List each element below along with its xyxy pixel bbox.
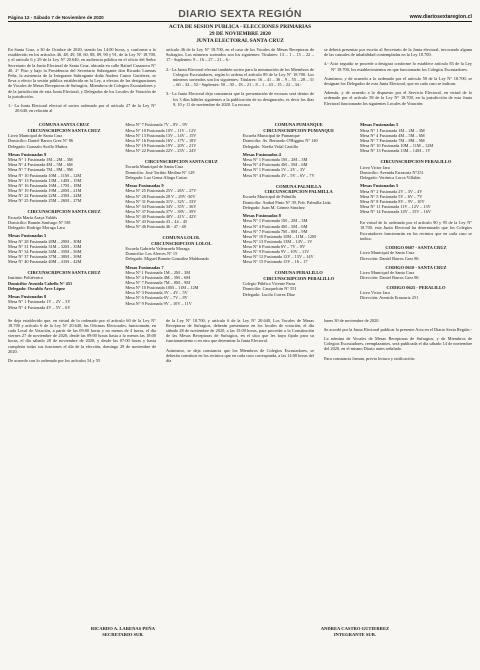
mesa-row: Mesa N° 25 Fusionada 25V – 26V – 27V: [125, 188, 197, 194]
venue-address: Domicilio: Avenida Errazuriz N°251: [359, 169, 424, 175]
mesa-row: Mesa N° 37 Fusionada 37M – 38M – 39M: [8, 253, 82, 259]
signature: [91, 626, 155, 637]
venue-address: Domicilio: Los Alerces N° 15: [125, 251, 178, 257]
mesa-row: Mesa N° 4 Fusionada 4V – 5V – 6V – 7V: [242, 172, 315, 178]
venue-delegate: Delegado: Gonzalo Avello Muñoz: [8, 143, 68, 149]
listing-column: [8, 122, 120, 309]
venue-delegate: Delegado: Juan M. Gómez Sánchez: [242, 204, 305, 210]
mesas-label: Mesas Fusionadas 5: [359, 183, 399, 189]
mesa-row: Mesa N° 46 Fusionada 46 - 47 - 48: [125, 224, 186, 230]
text-column: [166, 318, 314, 368]
venue-address: Domicilio: Ramón Sanfurgo N° 581: [8, 219, 71, 225]
masthead: [8, 6, 472, 22]
venue-name: Instituto Politécnico: [8, 275, 44, 281]
mesa-row: Mesa N° 9 Fusionada 9V – 10V – 11V: [242, 249, 310, 255]
mesa-row: Mesa N° 4 Fusionada 4M – 5M – 6M: [8, 162, 73, 168]
section-title: COMUNA LOLOL: [162, 235, 201, 241]
venue-address: Dirección: Daniel Barros Grez 86: [359, 275, 419, 281]
venue-delegate: Delegado: Osvaldo Arce López: [8, 285, 65, 291]
mesa-row: Mesa N° 1 Fusionada 1M – 2M – 3M: [125, 270, 191, 275]
mesa-list: [243, 218, 355, 264]
mesa-row: Mesa N° 34 Fusionada 34M – 35M – 36M: [8, 248, 82, 254]
mesa-row: Mesa N° 13 Fusionada 13V – 14V – 15V: [125, 132, 197, 138]
mesa-list: [8, 299, 120, 309]
mesa-row: Mesa N° 40 Fusionada 40M – 41M – 42M: [8, 258, 82, 264]
venue-name: Escuela Gabriela Valenzuela Moraga: [125, 245, 190, 251]
paragraph: En Santa Cruz, a 30 de Octubre de 2020, siendo las 14:00 horas, y conforme a lo establecido en los artículos 46, 48, 49, 58, 60, 88, 89, 90 y 91, de la Ley N° 18.700, y el artículo 6 y 29 de la Ley N° 20.640, en audiencia pública en el oficio del Señor Secretario de la Junta Electoral de Santa Cruz, ubicada en calle Rafael Casanova N° 40, 2° Piso y bajo la Presidencia del Secretario Subrogante don Ricardo Larenas Peña, la asistencia de la Integrante Subrogante doña Andrea Castro Gutiérrez, se lleva a efecto la sesión pública establecida en la Ley, a efectos de las designaciones de Vocales de Mesas Receptoras de Sufragios, Miembros de Colegios Escrutadores y de la jurisdicción de esta Junta Electoral, y Delegados de los Locales de Votación de la jurisdicción.: [8, 47, 156, 99]
section-title: CIRCUNSCRIPCION SANTA CRUZ: [144, 159, 218, 164]
venue-delegate: Delegado: Noelia Vidal Castillo: [242, 143, 299, 149]
mesa-row: Mesa N° 1 Fusionada 1M – 2M – 3M: [242, 218, 308, 224]
mesa-row: Mesa N° 28 Fusionada 28M – 29M – 30M: [8, 238, 82, 244]
mesa-list: [8, 239, 120, 264]
mesa-row: Mesa N° 25 Fusionada 25M – 26M – 27M: [8, 198, 82, 204]
mesa-row: Mesa N° 1 Fusionada 1M – 2M – 3M: [359, 127, 425, 133]
venue-address: Domicilio: Anibal Pinto N° 39, Pob. Palmilla Lida.: [242, 199, 332, 205]
venue-address: Domicilio: Av. Bernardo O'Higgins N° 140: [242, 138, 318, 144]
mesa-row: Mesa N° 10 Fusionada 10M – 11M – 12M: [359, 143, 434, 149]
venue-name: Liceo Victor Jara: [359, 290, 390, 296]
mesa-row: Mesa N° 43 Fusionada 43 – 44 – 45: [125, 218, 188, 224]
mesa-row: Mesa N° 10 Fusionada 10M – 11M – 12M: [242, 233, 316, 239]
mesa-row: Mesa N° 6 Fusionada 6V – 7V – 8V: [242, 243, 306, 249]
section-title: CIRCUNSCRIPCION LOLOL: [151, 240, 212, 246]
mesa-row: Mesa N° 7 Fusionada 7M – 8M – 9M: [359, 138, 425, 144]
mesa-row: Mesa N° 28 Fusionada 28 V – 29V -30V: [125, 193, 196, 199]
venue-name: Liceo Municipal de Santa Cruz: [359, 270, 415, 276]
venue-name: Escuela Municipal de Palmilla: [242, 194, 296, 200]
mesa-row: Mesa N° 8 Fusionada 8V – 9V – 10V: [359, 198, 425, 204]
paragraph: artículo 46 de la Ley N° 18.700, en el caso de los Vocales de Mesas Receptoras de Sufragios. Los números sorteados son los siguientes: Titulares: 13 – 1 – 15 – 22 – 17.- Suplentes: 9 – 16 – 27 – 21 – 6.-: [166, 47, 314, 63]
headline-line: JUNTA ELECTORAL SANTA CRUZ: [196, 38, 284, 44]
signer-name: RICARDO A. LARENAS PEÑA: [90, 626, 155, 631]
mesa-row: Mesa N° 4 Fusionada 4V – 5V – 6V: [8, 304, 71, 310]
venue-delegate: Delegado: Luz Gema Aliaga Castro: [125, 174, 188, 180]
venue-name: Escuela María Araya Valdés: [8, 214, 58, 220]
mesa-row: Mesa N° 40 Fusionada 40V – 41V – 42V: [125, 213, 197, 219]
mesa-row: Mesa N° 37 Fusionada 37V – 38V – 39V: [125, 208, 197, 214]
mesa-row: Mesa N° 22 Fusionada 22M – 23M – 24M: [8, 192, 82, 198]
mesa-list: [8, 157, 120, 203]
paragraph: 4.- Acto seguido se procede a designar conforme lo establece artículo 83 de la Ley N° 18.700, los establecimientos en que funcionarán los Colegios Escrutadores.: [324, 61, 472, 72]
mesa-row: Mesa N° 7 Fusionada 7M – 8M – 9M: [242, 228, 308, 234]
mesa-row: Mesa N° 19 Fusionada 19V – 20V – 21V: [125, 142, 197, 148]
mesas-label: Mesas Fusionadas 4: [242, 151, 281, 157]
newspaper-title: DIARIO SEXTA REGIÓN: [178, 8, 302, 20]
section-title: CIRCUNSCRIPCION PALMILLA: [264, 189, 333, 195]
headline-line: 29 DE NOVIEMBRE 2020: [209, 31, 271, 37]
mesa-row: Mesa N° 4 Fusionada 4M – 5M – 6M: [242, 223, 308, 229]
signer-role: INTEGRANTE SUB.: [333, 631, 376, 637]
mesa-row: Mesa N° 19 Fusionada 19M – 20M – 21M: [8, 187, 82, 193]
venue-name: Liceo Victor Jara: [359, 164, 390, 170]
paragraph: lunes 30 de noviembre de 2020.: [324, 317, 380, 323]
venue-address: Dirección: Daniel Barros Grez 86: [359, 255, 419, 261]
paragraph: Para constancia firman, previa lectura y ratificación:: [324, 355, 416, 361]
section-title: COMUNA PALMILLA: [275, 183, 322, 189]
counting-college-code: CODIGO 0625 - PERALILLO: [386, 284, 446, 290]
mesa-row: Mesa N° 2 Fusionada 2V – 3V – 4V: [359, 188, 423, 194]
section-title: COMUNA PERALILLO: [274, 270, 323, 276]
venue-name: Escuela Municipal de Santa Cruz: [125, 164, 184, 170]
mesa-row: Mesa N° 7 Fusionada 7M – 8M – 9M: [8, 167, 73, 173]
counting-college-code: CODIGO 0610 - SANTA CRUZ: [385, 264, 447, 270]
venue-address: Domicilio: José Toribio Medina N° 129: [125, 169, 195, 175]
mesa-row: Mesa N° 3 Fusionada 3V – 4V – 5V: [125, 290, 188, 296]
venue-name: Colegio Público Vicente Parra: [242, 281, 296, 287]
paragraph: Además, y de acuerdo a lo dispuesto por el Servicio Electoral, en virtud de lo ordenado por el artículo 58 de la Ley N° 18.700, en la jurisdicción de esta Junta Electoral funcionarán los siguientes Locales de Votación:: [324, 90, 472, 106]
paragraph: de la Ley N° 18.700, y artículo 6 de la Ley N° 20.640, Los Vocales de Mesas Receptoras de Sufragios, deberán presentarse en los locales de votación, el día sábado 28 de noviembre de 2020, a las 15:00 horas, para proceder a la Constitución de las Mesas Receptoras de Sufragios, en el sitio que les haya fijado para su funcionamiento o en otro que determine la Junta Electoral.: [166, 317, 314, 344]
mesa-row: Mesa N° 10 Fusionada 10V – 11V – 12V: [125, 127, 197, 133]
headline-line: ACTA DE SESION PUBLICA - ELECCIONES PRIMARIAS: [168, 24, 312, 30]
act-headline: [8, 24, 472, 45]
mesa-list: [243, 157, 355, 177]
paragraph: Asimismo, se deja constancia que los Miembros de Colegios Escrutadores, se deberán constituir en los recintos que en cada caso corresponda, a las 14:00 horas del día: [166, 347, 314, 364]
mesas-label: Mesas Fusionadas 8: [8, 294, 47, 300]
paragraph: se deberá presentar por escrito al Secretario de la Junta electoral, invocando alguna de las causales de inhabilidad contempladas en la Ley 18.700.: [324, 47, 472, 58]
mesa-list: [360, 128, 472, 153]
mesas-label: Mesas Fusionadas 5: [359, 122, 399, 128]
section-title: CIRCUNSCRIPCION SANTA CRUZ: [27, 127, 101, 133]
mesa-row: Mesa N° 14 Fusionada 14V – 15V – 16V: [359, 209, 432, 215]
venue-delegate: Delegado: Miguel Ramón González Maldonado: [125, 256, 209, 262]
venue-delegate: Delegado: Lucila Correa Díaz: [242, 291, 295, 297]
text-column: [8, 318, 156, 368]
signature: [321, 626, 389, 637]
mesa-row: Mesa N° 13 Fusionada 13M – 14M – 1V: [359, 148, 431, 154]
mesa-row: Mesa N° 16 Fusionada 16V – 17V – 18V: [125, 137, 197, 143]
act-text-top: [8, 47, 472, 117]
venue-address: Domicilio: Avenida Cabello N° 451: [8, 280, 73, 286]
mesas-label: Mesas Fusionadas 7: [125, 264, 164, 270]
venue-address: Domicilio: Cauquelcán N° 551: [242, 286, 297, 292]
mesa-list: [125, 122, 237, 153]
mesas-label: Mesas Fusionadas 9: [8, 151, 47, 157]
website-link[interactable]: www.diariosextaregion.cl: [409, 14, 472, 20]
mesa-row: Mesa N° 5 Fusionada 5V – 6V – 7V: [359, 193, 423, 199]
mesa-row: Mesa N° 1 Fusionada 1V – 2V – 3V: [8, 299, 71, 305]
mesa-row: Mesa N° 31 Fusionada 31M – 32M – 33M: [8, 243, 82, 249]
section-title: CIRCUNSCRIPCION SANTA CRUZ: [27, 270, 101, 275]
paragraph: Se deja establecido que, en virtud de lo ordenado por el artículo 60 de la Ley N° 18.700 y artículo 6 de la Ley N° 20.640, las Oficinas Electorales, funcionarán, en cada Local de Votación, a partir de las 09:00 horas y no menos de 4 horas, el día viernes 27 de noviembre de 2020, desde las 09:00 horas hasta a lo menos las 18:00 horas, el día sábado 28 de noviembre de 2020, y desde las 07:00 horas y hasta completar todas sus funciones el día de la elección, domingo 29 de noviembre de 2020.: [8, 317, 156, 354]
section-title: COMUNA PUMANQUE: [274, 122, 323, 128]
section-title: CIRCUNSCRIPCION PUMANQUE: [263, 127, 335, 133]
signer-name: ANDREA CASTRO GUTIERREZ: [320, 626, 390, 631]
mesa-row: Mesa N° 12 Fusionada 12V – 13V – 14V: [242, 254, 314, 260]
paragraph: Asimismo, y de acuerdo a lo ordenado por el artículo 58 de la Ley N° 18.700, se designan los Delegados de esta Junta Electoral, que en cada caso se indican.: [324, 75, 472, 87]
venue-name: Liceo Municipal de Santa Cruz: [8, 133, 63, 139]
venue-delegate: Delegado: Rodrigo Moraga Lara: [8, 224, 65, 230]
mesa-row: Mesa N° 9 Fusionada 9V – 10V – 11V: [125, 300, 192, 306]
mesa-row: Mesa N° 7 Fusionada 7M – 8M – 9M: [125, 280, 191, 286]
mesa-list: [125, 270, 237, 306]
venue-delegate: Delegado: Verónica Lorca Villalón: [359, 175, 421, 181]
paragraph: En virtud de lo ordenado por el artículo 90 y 95 de la Ley N° 18.700, esta Junta Electoral ha determinado que los Colegios Escrutadores funcionarán en los recintos que en cada caso se indica:: [359, 220, 472, 241]
counting-college-code: CODIGO 0607 - SANTA CRUZ: [385, 245, 447, 251]
mesas-label: Mesas Fusionadas 8: [242, 213, 281, 219]
mesa-row: Mesa N° 22 Fusionada 22V – 23V – 24V: [125, 147, 197, 153]
section-title: CIRCUNSCRIPCION PERALILLO: [263, 275, 335, 281]
signer-role: SECRETARIO SUB.: [102, 631, 144, 637]
text-column: [8, 47, 156, 117]
listing-column: [243, 122, 355, 309]
venue-name: Escuela Municipal de Pumanque: [242, 133, 300, 139]
mesa-row: Mesa N° 4 Fusionada 4M – 5M – 6M: [242, 162, 308, 168]
mesa-row: Mesa N° 4 Fusionada 4M – 5M – 6M: [359, 132, 425, 138]
act-text-bottom: [8, 318, 472, 368]
mesa-row: Mesa N° 15 Fusionada 15V – 16 – 17: [242, 259, 308, 265]
paragraph: 2.- La Junta Electoral efectuó también sorteo para la nominación de los Miembros de Colegios Escrutadores, según lo ordena el artículo 89 de la Ley N° 18.700. Los números sorteados son los siguientes: Titulares: 16 – 41 – 36 – 9 – 55 – 28 – 31 – 60 – 32 – 52.- Suplentes: 50 – 30 – 18 – 21 – 8 – 1 – 43 – 15 – 22 – 34.-: [166, 66, 314, 88]
mesa-row: Mesa N° 1 Fusionada 1V – 2V – 3V: [242, 167, 306, 173]
polling-listing: [8, 122, 472, 309]
mesa-row: Mesa N° 13 Fusionada 13M – 14V – 1V: [242, 238, 313, 244]
text-column: [324, 47, 472, 117]
mesa-row: Mesa N° 31 Fusionada 31V – 32V – 33V: [125, 198, 197, 204]
mesas-label: Mesas Fusionadas 9: [125, 183, 164, 189]
mesa-row: Mesa N° 13 Fusionada 13M – 14M – 15M: [8, 177, 82, 183]
listing-column: [360, 122, 472, 309]
listing-column: [125, 122, 237, 309]
text-column: [324, 318, 472, 368]
mesas-label: Mesas Fusionadas 5: [8, 233, 47, 239]
mesa-list: [360, 189, 472, 214]
section-title: COMUNA SANTA CRUZ: [38, 122, 90, 128]
mesa-list: [125, 188, 237, 229]
newspaper-page: [8, 6, 472, 664]
venue-address: Dirección: Avenida Errazuriz 251: [359, 295, 419, 301]
page-date-label: Página 12 - Sábado 7 de Noviembre de 2020: [8, 15, 104, 20]
mesa-row: Mesa N° 6 Fusionada 6V – 7V – 8V: [125, 295, 188, 301]
mesa-row: Mesa N° 7 Fusionada 7V – 8V – 9V: [125, 122, 188, 128]
mesa-row: Mesa N° 10 Fusionada 10M – 11M – 12M: [8, 172, 82, 178]
paragraph: Se acordó por la Junta Electoral publicar la presente Acta en el Diario Sexta Región.-: [324, 326, 472, 332]
mesa-row: Mesa N° 34 Fusionada 34V – 35V – 36V: [125, 203, 197, 209]
signature-block: [8, 626, 472, 637]
mesa-row: Mesa N° 16 Fusionada 16M – 17M – 18M: [8, 182, 82, 188]
section-title: CIRCUNSCRIPCION PERALILLO: [380, 159, 452, 165]
mesa-row: Mesa N° 11 Fusionada 11V – 12V – 13V: [359, 204, 431, 210]
paragraph: 1.- La Junta Electoral efectuó el sorteo ordenado por el artículo 27 de la Ley N° 20.640, en relación al: [8, 103, 156, 114]
paragraph: La nómina de Vocales de Mesas Receptoras de Sufragios, y de Miembros de Colegios Escrutadores, reemplazantes, será publicada el día sábado 14 de noviembre del 2020, en el mismo Diario antes señalado.: [324, 336, 472, 352]
mesa-row: Mesa N° 10 Fusionada 10M – 11M – 12M: [125, 285, 199, 291]
section-title: CIRCUNSCRIPCION SANTA CRUZ: [27, 209, 101, 215]
paragraph: De acuerdo con lo ordenado por los artículos 54 y 55: [8, 358, 101, 364]
mesa-row: Mesa N° 1 Fusionada 1M – 2M – 3M: [8, 157, 73, 163]
paragraph: 3.- La Junta Electoral deja constancia que la presentación de excusas será dentro de los 3 días hábiles siguientes a la publicación de su designación, es decir los días 9, 10 y 11 de noviembre de 2020. La excusa: [166, 91, 314, 107]
mesa-row: Mesa N° 4 Fusionada 4M – 5M – 6M: [125, 275, 191, 281]
text-column: [166, 47, 314, 117]
venue-name: Liceo Municipal de Santa Cruz: [359, 250, 415, 256]
mesa-row: Mesa N° 1 Fusionada 1M – 2M – 3M: [242, 157, 308, 163]
venue-address: Domicilio: Daniel Barros Grez N° 86: [8, 138, 74, 144]
